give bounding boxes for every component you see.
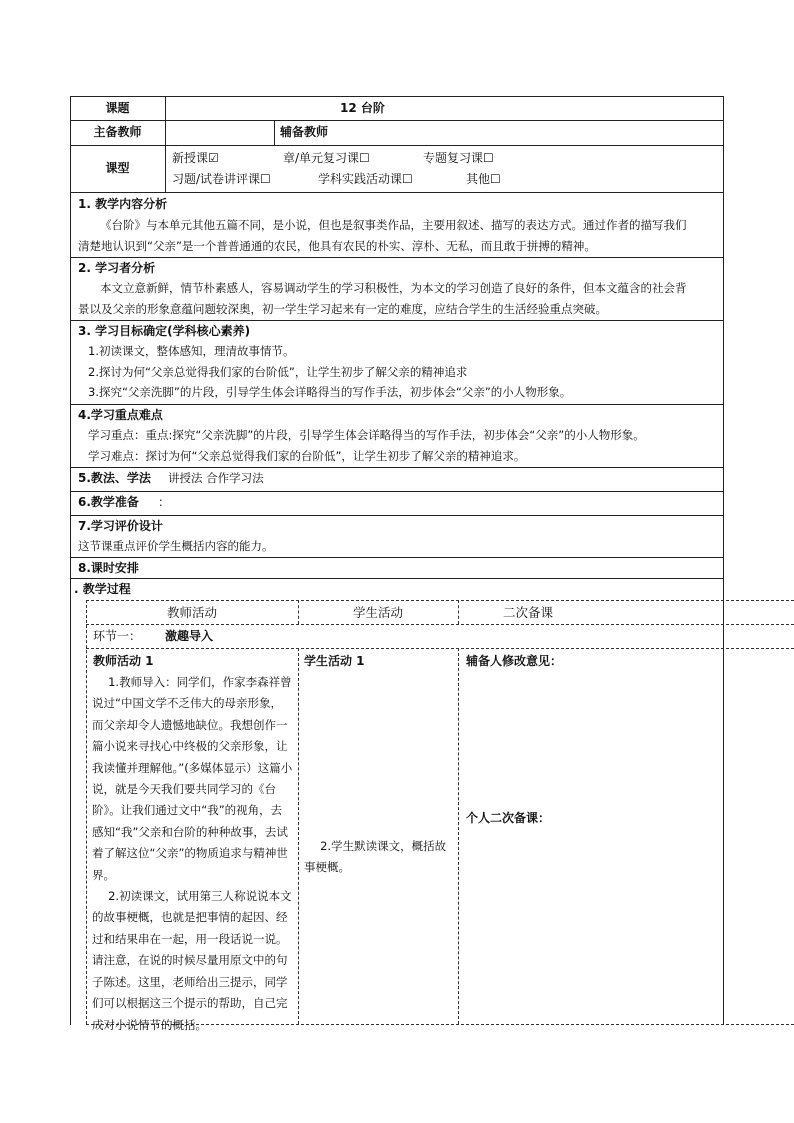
section-text: 本文立意新鲜，情节朴素感人，容易调动学生的学习积极性，为本文的学习创造了良好的条件，但本文蕴含的社会背 (100, 281, 687, 295)
student-activity-heading: 学生活动 1 (304, 654, 365, 668)
assist-teacher-label: 辅备教师 (280, 125, 329, 139)
lesson-type-option: 专题复习课☐ (423, 151, 494, 165)
teacher-activity-body (92, 672, 293, 1036)
table-border-left (70, 96, 71, 1025)
row-divider (70, 120, 723, 121)
section-text: 景以及父亲的形象意蕴问题较深奥，初一学生学习起来有一定的难度，应结合学生的生活经验重点突破。 (78, 302, 607, 316)
process-title: . 教学过程 (74, 582, 131, 596)
section-title: 7.学习评价设计 (78, 519, 163, 533)
section-title: 4.学习重点难点 (78, 408, 163, 422)
lesson-type-option: 习题/试卷讲评课☐ (172, 172, 271, 186)
section-title: 3. 学习目标确定(学科核心素养) (78, 324, 251, 338)
section-text: 这节课重点评价学生概括内容的能力。 (78, 539, 274, 553)
lesson-type-option: 新授课☑ (172, 151, 219, 165)
row-divider (70, 192, 723, 193)
col-header-second: 二次备课 (502, 605, 553, 620)
process-border-top (86, 600, 794, 601)
section-text: 学习难点：探讨为何“父亲总觉得我们家的台阶低”，让学生初步了解父亲的精神追求。 (88, 449, 526, 463)
section-title: 6.教学准备 (78, 495, 139, 509)
row-divider (70, 404, 723, 405)
section-text: 1.初读课文，整体感知，理清故事情节。 (88, 344, 295, 358)
col-header-student: 学生活动 (352, 605, 403, 620)
col-header-teacher: 教师活动 (166, 605, 217, 620)
subject-value: 12 台阶 (340, 101, 385, 115)
row-divider (70, 515, 723, 516)
segment-name: 激趣导入 (165, 629, 214, 643)
subject-label: 课题 (105, 101, 130, 115)
lesson-type-option: 学科实践活动课☐ (318, 172, 413, 186)
teacher-activity-heading: 教师活动 1 (93, 654, 154, 668)
process-border-left (86, 600, 87, 1024)
main-teacher-label: 主备教师 (93, 125, 142, 139)
student-paragraph: 2.学生默读课文，概括故事梗概。 (304, 839, 447, 875)
process-divider (86, 624, 794, 625)
student-activity-body (304, 836, 454, 879)
lesson-type-option: 章/单元复习课☐ (283, 151, 370, 165)
col-divider (274, 120, 275, 145)
section-title: 2. 学习者分析 (78, 261, 156, 275)
lesson-type-label: 课型 (105, 161, 130, 175)
table-border-right (723, 96, 724, 1025)
teacher-paragraph: 1.教师导入：同学们，作家李森祥曾说过“中国文学不乏伟大的母亲形象，而父亲却令人遗憾地缺位。我想创作一篇小说来寻找心中终极的父亲形象，让我读懂并理解他。”(多媒体显示）这篇小说，就是今天我们要共同学习的《台阶》。让我们通过文中“我”的视角，去感知“我”父亲和台阶的种种故事，去试着了解这位“父亲”的物质追求与精神世界。 (92, 675, 293, 882)
assist-opinion-label: 辅备人修改意见： (466, 654, 563, 668)
process-col-divider (458, 648, 459, 1024)
process-divider (86, 648, 794, 649)
teacher-paragraph: 2.初读课文，试用第三人称说说本文的故事梗概，也就是把事情的起因、经过和结果串在一起，用一段话说一说。请注意，在说的时候尽量用原文中的句子陈述。这里，老师给出三提示，同学们可以根据这三个提示的帮助，自己完成对小说情节的概括。 (92, 889, 292, 1032)
section-title: 8.课时安排 (78, 561, 139, 575)
section-text: 学习重点：重点:探究“父亲洗脚”的片段，引导学生体会详略得当的写作手法，初步体会“父亲”的小人物形象。 (88, 428, 645, 442)
section-title: 1. 教学内容分析 (78, 197, 168, 211)
section-extra: 讲授法 合作学习法 (168, 471, 264, 485)
process-col-divider (298, 648, 299, 1024)
row-divider (70, 578, 723, 579)
row-divider (70, 257, 723, 258)
segment-label: 环节一： (93, 629, 142, 643)
section-title: 5.教法、学法 (78, 471, 151, 485)
row-divider (70, 557, 723, 558)
row-divider (70, 145, 723, 146)
section-text: 《台阶》与本单元其他五篇不同，是小说，但也是叙事类作品，主要用叙述、描写的表达方式。通过作者的描写我们 (100, 218, 687, 232)
section-extra: ： (158, 495, 171, 509)
lesson-type-option: 其他☐ (466, 172, 501, 186)
section-text: 清楚地认识到“父亲”是一个普普通通的农民，他具有农民的朴实、淳朴、无私，而且敢于拼搏的精神。 (78, 239, 596, 253)
section-text: 2.探讨为何“父亲总觉得我们家的台阶低”，让学生初步了解父亲的精神追求 (88, 365, 468, 379)
personal-second-prep-label: 个人二次备课： (466, 811, 551, 825)
section-text: 3.探究“父亲洗脚”的片段，引导学生体会详略得当的写作手法，初步体会“父亲”的小人物形象。 (88, 385, 572, 399)
table-border-top (70, 96, 723, 97)
